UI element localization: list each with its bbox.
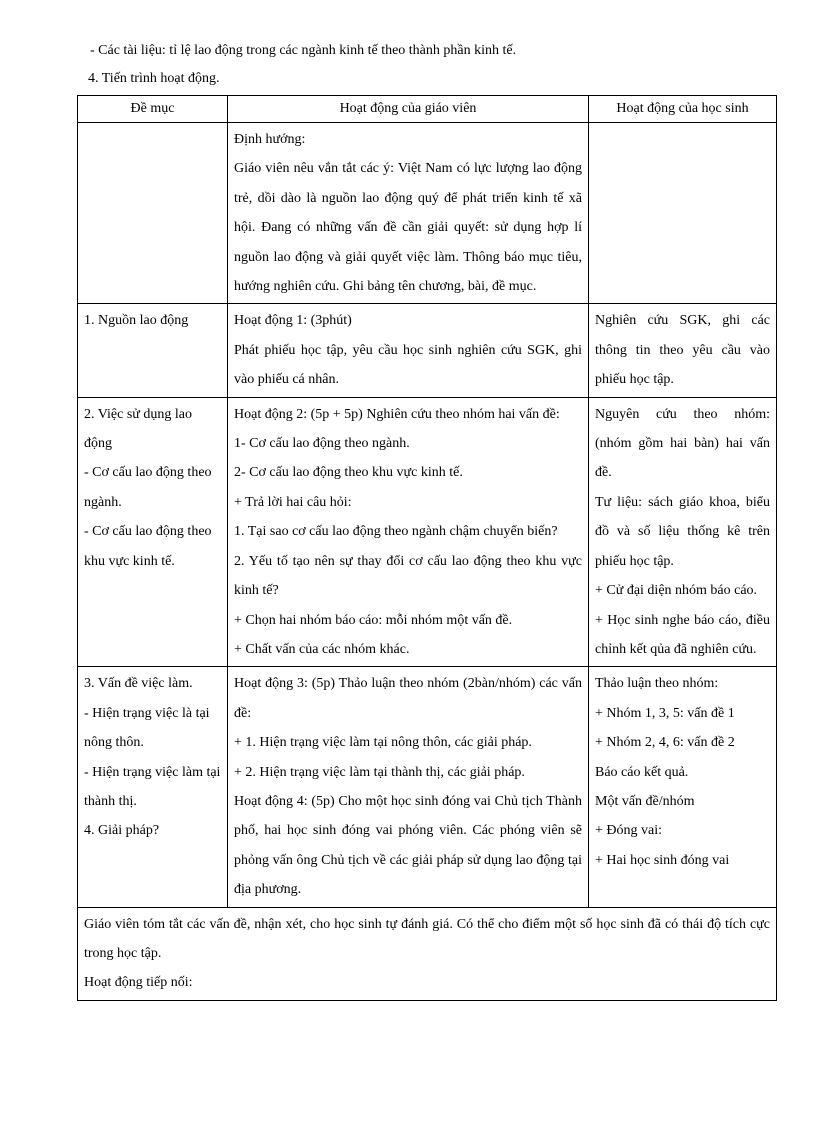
- topic-cell: [78, 123, 228, 304]
- cell-text: Phát phiếu học tập, yêu cầu học sinh nghiên cứu SGK, ghi vào phiếu cá nhân.: [234, 342, 582, 388]
- cell-text: Nghiên cứu SGK, ghi các thông tin theo yêu cầu vào phiếu học tập.: [595, 313, 770, 388]
- progress-heading: 4. Tiến trình hoạt động.: [88, 71, 220, 86]
- cell-text: + Chọn hai nhóm báo cáo: mỗi nhóm một vấn đề.: [234, 612, 513, 628]
- topic-cell: [78, 397, 228, 667]
- cell-text: + Đóng vai:: [595, 823, 662, 839]
- cell-text: 1. Nguồn lao động: [84, 313, 189, 329]
- cell-text: + 1. Hiện trạng việc làm tại nông thôn, các giải pháp.: [234, 735, 532, 751]
- cell-text: 2- Cơ cấu lao động theo khu vực kinh tế.: [234, 465, 463, 481]
- cell-text: - Cơ cấu lao động theo khu vực kinh tế.: [84, 524, 212, 569]
- student-cell: [589, 667, 777, 907]
- follow-up-text: Hoạt động tiếp nối:: [84, 975, 193, 991]
- cell-text: 2. Việc sử dụng lao động: [84, 406, 192, 452]
- cell-text: 2. Yếu tố tạo nên sự thay đổi cơ cấu lao động theo khu vực kinh tế?: [234, 553, 582, 599]
- cell-text: - Hiện trạng việc là tại nông thôn.: [84, 705, 210, 751]
- teacher-cell: [228, 397, 589, 667]
- student-cell: [589, 123, 777, 304]
- cell-text: + Hai học sinh đóng vai: [595, 852, 730, 868]
- table-header-row: [78, 96, 777, 123]
- header-student: Hoạt động của học sinh: [589, 96, 777, 123]
- topic-cell: [78, 667, 228, 907]
- cell-text: Tư liệu: sách giáo khoa, biểu đồ và số liệu thống kê trên phiếu học tập.: [595, 494, 770, 569]
- cell-text: + Học sinh nghe báo cáo, điều chỉnh kết qủa đã nghiên cứu.: [595, 612, 770, 657]
- header-topic: Đề mục: [78, 96, 228, 123]
- cell-text: Giáo viên nêu vắn tắt các ý: Việt Nam có lực lượng lao động trẻ, dồi dào là nguồn lao động quý để phát triển kinh tế xã hội. Đang có những vấn đề cần giải quyết: sử dụng hợp lí nguồn lao động và giải quyết việc làm. Thông báo mục tiêu, hướng nghiên cứu. Ghi bảng tên chương, bài, đề mục.: [234, 161, 582, 295]
- table-row: [78, 667, 777, 907]
- topic-cell: [78, 304, 228, 397]
- table-row: [78, 397, 777, 667]
- cell-text: 3. Vấn đề việc làm.: [84, 676, 193, 692]
- table-row: [78, 123, 777, 304]
- cell-text: 1- Cơ cấu lao động theo ngành.: [234, 436, 410, 452]
- summary-cell: [78, 907, 777, 1000]
- summary-text: Giáo viên tóm tắt các vấn đề, nhận xét, cho học sinh tự đánh giá. Có thể cho điểm một số học sinh đã có thái độ tích cực trong học tập.: [84, 916, 770, 961]
- table-row: [78, 304, 777, 397]
- cell-text: - Cơ cấu lao động theo ngành.: [84, 465, 212, 510]
- cell-text: + Nhóm 2, 4, 6: vấn đề 2: [595, 735, 735, 751]
- student-cell: [589, 304, 777, 397]
- teacher-cell: [228, 667, 589, 907]
- student-cell: [589, 397, 777, 667]
- cell-text: + 2. Hiện trạng việc làm tại thành thị, các giải pháp.: [234, 764, 525, 780]
- summary-row: [78, 907, 777, 1000]
- cell-text: - Hiện trạng việc làm tại thành thị.: [84, 764, 221, 809]
- cell-text: Một vấn đề/nhóm: [595, 793, 695, 809]
- cell-text: Thảo luận theo nhóm:: [595, 676, 719, 692]
- header-teacher: Hoạt động của giáo viên: [228, 96, 589, 123]
- cell-text: Hoạt động 2: (5p + 5p) Nghiên cứu theo nhóm hai vấn đề:: [234, 406, 560, 422]
- cell-text: 1. Tại sao cơ cấu lao động theo ngành chậm chuyển biến?: [234, 524, 558, 540]
- cell-text: Hoạt động 1: (3phút): [234, 313, 352, 329]
- lesson-plan-table: [77, 95, 777, 1001]
- teacher-cell: [228, 304, 589, 397]
- cell-text: + Cử đại diện nhóm báo cáo.: [595, 583, 758, 599]
- cell-text: Định hướng:: [234, 132, 306, 147]
- teacher-cell: [228, 123, 589, 304]
- cell-text: Nguyên cứu theo nhóm: (nhóm gồm hai bàn) hai vấn đề.: [595, 406, 770, 481]
- cell-text: + Trả lời hai câu hỏi:: [234, 494, 352, 510]
- cell-text: Báo cáo kết quả.: [595, 764, 689, 780]
- cell-text: Hoạt động 4: (5p) Cho một học sinh đóng vai Chủ tịch Thành phố, hai học sinh đóng vai phóng viên. Các phóng viên sẽ phỏng vấn ông Chủ tịch về các giải pháp sử dụng lao động tại địa phương.: [234, 793, 582, 898]
- cell-text: + Chất vấn của các nhóm khác.: [234, 641, 410, 657]
- cell-text: Hoạt động 3: (5p) Thảo luận theo nhóm (2bàn/nhóm) các vấn đề:: [234, 676, 582, 721]
- cell-text: + Nhóm 1, 3, 5: vấn đề 1: [595, 705, 735, 721]
- materials-line: - Các tài liệu: tỉ lệ lao động trong các ngành kinh tế theo thành phần kinh tế.: [90, 43, 517, 58]
- cell-text: 4. Giải pháp?: [84, 823, 160, 839]
